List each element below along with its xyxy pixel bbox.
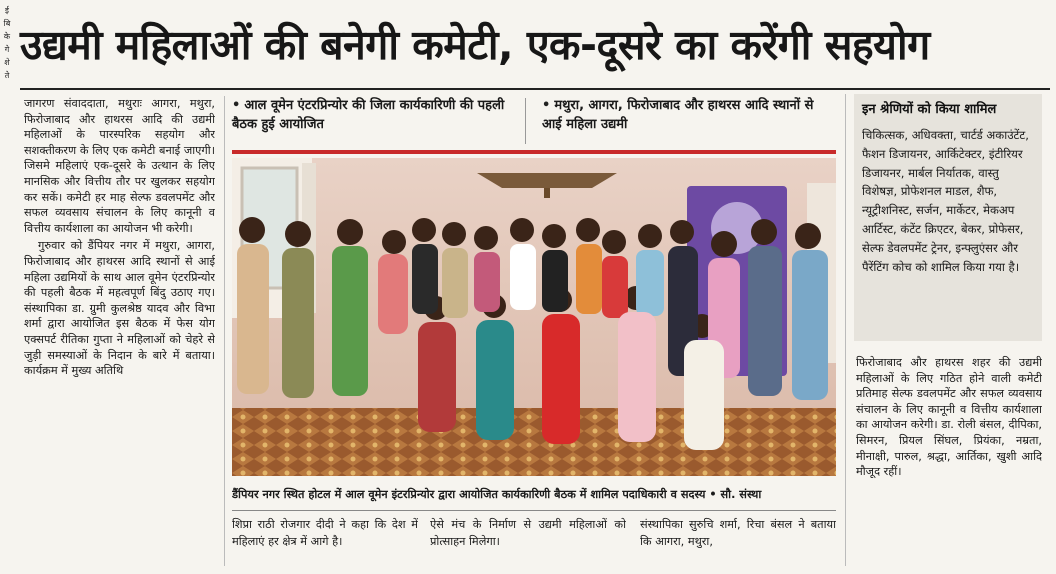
bottom-column-2: ऐसे मंच के निर्माण से उद्यमी महिलाओं को प्रोत्साहन मिलेगा। xyxy=(430,518,626,548)
deck-point-1 xyxy=(232,96,512,144)
column-divider xyxy=(845,94,846,566)
deck-text-1: आल वूमेन एंटरप्रिन्योर की जिला कार्यकारिणी की पहली बैठक हुई आयोजित xyxy=(232,98,505,132)
categories-sidebar xyxy=(854,94,1042,341)
deck-rule xyxy=(232,150,836,154)
edge-glyph: बि xyxy=(3,19,11,28)
sidebar-title: इन श्रेणियों को किया शामिल xyxy=(862,102,997,117)
deck-divider xyxy=(525,98,526,144)
photo-caption: डैंपियर नगर स्थित होटल में आल वूमेन इंटरप्रिन्योर द्वारा आयोजित कार्यकारिणी बैठक में शामिल पदाधिकारी व सदस्य • सौ. संस्था xyxy=(232,488,762,501)
group-photo-illustration xyxy=(232,158,836,476)
left-column xyxy=(24,96,215,566)
bottom-column-1: शिप्रा राठी रोजगार दीदी ने कहा कि देश में महिलाएं हर क्षेत्र में आगे है। xyxy=(232,518,418,548)
bullet-icon: • xyxy=(542,98,551,113)
article-headline: उद्यमी महिलाओं की बनेगी कमेटी, एक-दूसरे का करेंगी सहयोग xyxy=(20,21,930,69)
sidebar-body: चिकित्सक, अधिवक्ता, चार्टर्ड अकाउंटेंट, फैशन डिजायनर, आर्किटेक्टर, इंटीरियर डिजायनर, मार्बल निर्यातक, वास्तु विशेषज्ञ, प्रोफेशनल माडल, शैफ, न्यूट्रीशनिस्ट, सर्जन, मार्केटर, मेकअप आर्टिस्ट, कंटेंट क्रिएटर, बेकर, प्रोफेसर, सेल्फ डेवलपमेंट ट्रेनर, इन्फ्लुएंसर और पैरेंटिंग कोच को शामिल किया गया है। xyxy=(862,128,1029,274)
bullet-icon: • xyxy=(232,98,241,113)
left-paragraph-2: गुरुवार को डैंपियर नगर में मथुरा, आगरा, फिरोजाबाद और हाथरस आदि स्थानों से आई महिला उद्यमियों के साथ आल वूमेन एंटरप्रिन्योर की पहली बैठक में महत्वपूर्ण बिंदु उठाए गए। संस्थापिका डा. ग्रुमी कुलश्रेष्ठ यादव और विभा शर्मा द्वारा आयोजित इस बैठक में फेस योग एक्सपर्ट रीतिका गुप्ता ने महिलाओं को चेहरे से जुड़ी समस्याओं के निदान के बारे में बताया। कार्यक्रम में मुख्य अतिथि xyxy=(24,239,215,378)
deck-text-2: मथुरा, आगरा, फिरोजाबाद और हाथरस आदि स्थानों से आई महिला उद्यमी xyxy=(542,98,814,132)
edge-glyph: गे xyxy=(4,45,10,54)
right-column: फिरोजाबाद और हाथरस शहर की उद्यमी महिलाओं के लिए गठित होने वाली कमेटी प्रतिमाह सेल्फ डवलपमेंट और सफल व्यवसाय संचालन के लिए कानूनी व वित्तीय कार्यशाला का आयोजन करेगी। डा. रोली बंसल, दीपिका, सिमरन, प्रियल सिंघल, प्रियंका, नम्रता, मीनाक्षी, पारुल, श्रद्धा, आर्तिका, खुशी आदि मौजूद रहीं। xyxy=(856,356,1042,479)
edge-glyph: ई xyxy=(5,6,9,15)
bottom-column-3: संस्थापिका सुरुचि शर्मा, रिचा बंसल ने बताया कि आगरा, मथुरा, xyxy=(640,518,836,548)
edge-glyph: शे xyxy=(4,58,10,67)
column-divider xyxy=(224,96,225,566)
adjacent-column-fragment xyxy=(2,4,12,82)
caption-rule xyxy=(232,510,836,511)
edge-glyph: ते xyxy=(4,71,10,80)
edge-glyph: के xyxy=(3,32,11,41)
left-paragraph-1: जागरण संवाददाता, मथुराः आगरा, मथुरा, फिरोजाबाद और हाथरस आदि की उद्यमी महिलाओं के पारस्परिक सहयोग और सशक्तीकरण के लिए एक कमेटी बनाई जाएगी। जिसमे महिलाएं एक-दूसरे के उत्थान के लिए मानसिक और वित्तीय तौर पर खुलकर सहयोग कर सकें। कमेटी हर माह सेल्फ डवलपमेंट और सफल व्यवसाय संचालन के लिए कानूनी व वित्तीय कार्यशाला का आयोजन भी करेगी। xyxy=(24,97,215,235)
group-photo xyxy=(232,158,836,476)
deck-point-2 xyxy=(542,96,834,144)
headline-rule xyxy=(20,88,1050,90)
